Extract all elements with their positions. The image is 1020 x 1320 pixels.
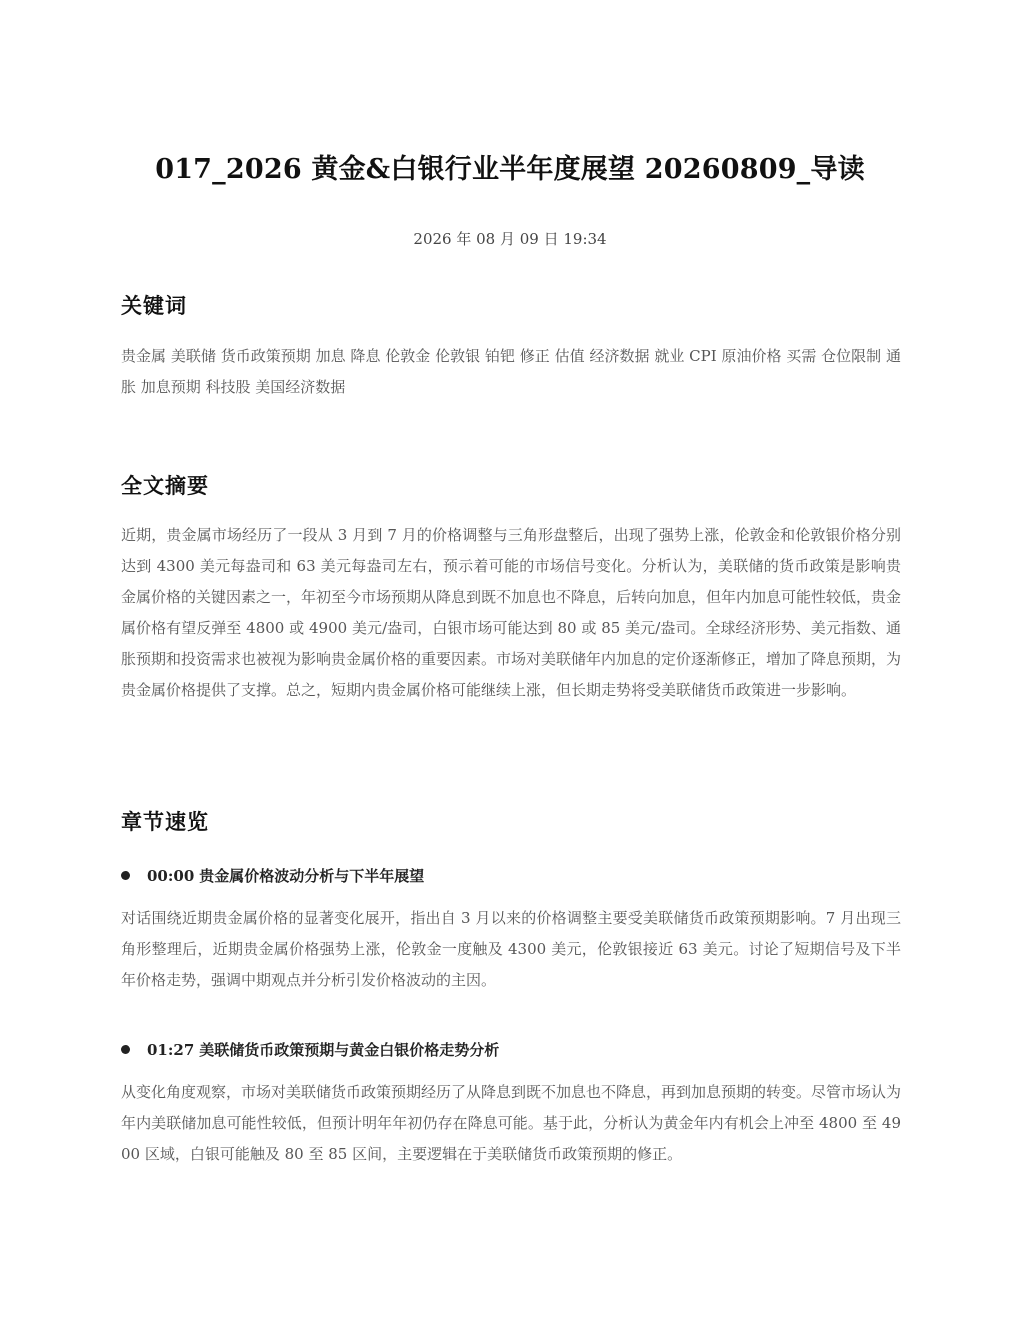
chapters-heading: 章节速览 <box>121 809 209 834</box>
chapter-item-text: 对话围绕近期贵金属价格的显著变化展开，指出自 3 月以来的价格调整主要受美联储货币政策预期影响。7 月出现三角形整理后，近期贵金属价格强势上涨，伦敦金一度触及 4300 美元，伦敦银接近 63 美元。讨论了短期信号及下半年价格走势，强调中期观点并分析引发价格波动的主因。 <box>121 909 901 989</box>
document-title: 017_2026 黄金&白银行业半年度展望 20260809_导读 <box>155 154 865 185</box>
keywords-text: 贵金属 美联储 货币政策预期 加息 降息 伦敦金 伦敦银 铂钯 修正 估值 经济数据 就业 CPI 原油价格 买需 仓位限制 通胀 加息预期 科技股 美国经济数据 <box>121 347 901 396</box>
summary-heading: 全文摘要 <box>121 473 209 498</box>
summary-text: 近期，贵金属市场经历了一段从 3 月到 7 月的价格调整与三角形盘整后，出现了强势上涨，伦敦金和伦敦银价格分别达到 4300 美元每盎司和 63 美元每盎司左右，预示着可能的市场信号变化。分析认为，美联储的货币政策是影响贵金属价格的关键因素之一，年初至今市场预期从降息到既不加息也不降息，后转向加息，但年内加息可能性较低，贵金属价格有望反弹至 4800 或 4900 美元/盎司，白银市场可能达到 80 或 85 美元/盎司。全球经济形势、美元指数、通胀预期和投资需求也被视为影响贵金属价格的重要因素。市场对美联储年内加息的定价逐渐修正，增加了降息预期，为贵金属价格提供了支撑。总之，短期内贵金属价格可能继续上涨，但长期走势将受美联储货币政策进一步影响。 <box>121 526 902 699</box>
chapter-item-text: 从变化角度观察，市场对美联储货币政策预期经历了从降息到既不加息也不降息，再到加息预期的转变。尽管市场认为年内美联储加息可能性较低，但预计明年年初仍存在降息可能。基于此，分析认为黄金年内有机会上冲至 4800 至 4900 区域，白银可能触及 80 至 85 区间，主要逻辑在于美联储货币政策预期的修正。 <box>121 1083 902 1163</box>
bullet-icon <box>121 871 130 880</box>
chapter-timestamp: 01:27 <box>147 1041 195 1059</box>
chapter-item-title <box>121 1038 901 1062</box>
chapter-item-title <box>121 864 901 888</box>
document-datetime: 2026 年 08 月 09 日 19:34 <box>413 230 607 248</box>
keywords-heading: 关键词 <box>121 293 187 318</box>
chapter-title-text: 美联储货币政策预期与黄金白银价格走势分析 <box>199 1041 500 1059</box>
chapter-title-text: 贵金属价格波动分析与下半年展望 <box>199 867 425 885</box>
chapter-timestamp: 00:00 <box>147 867 195 885</box>
bullet-icon <box>121 1045 130 1054</box>
